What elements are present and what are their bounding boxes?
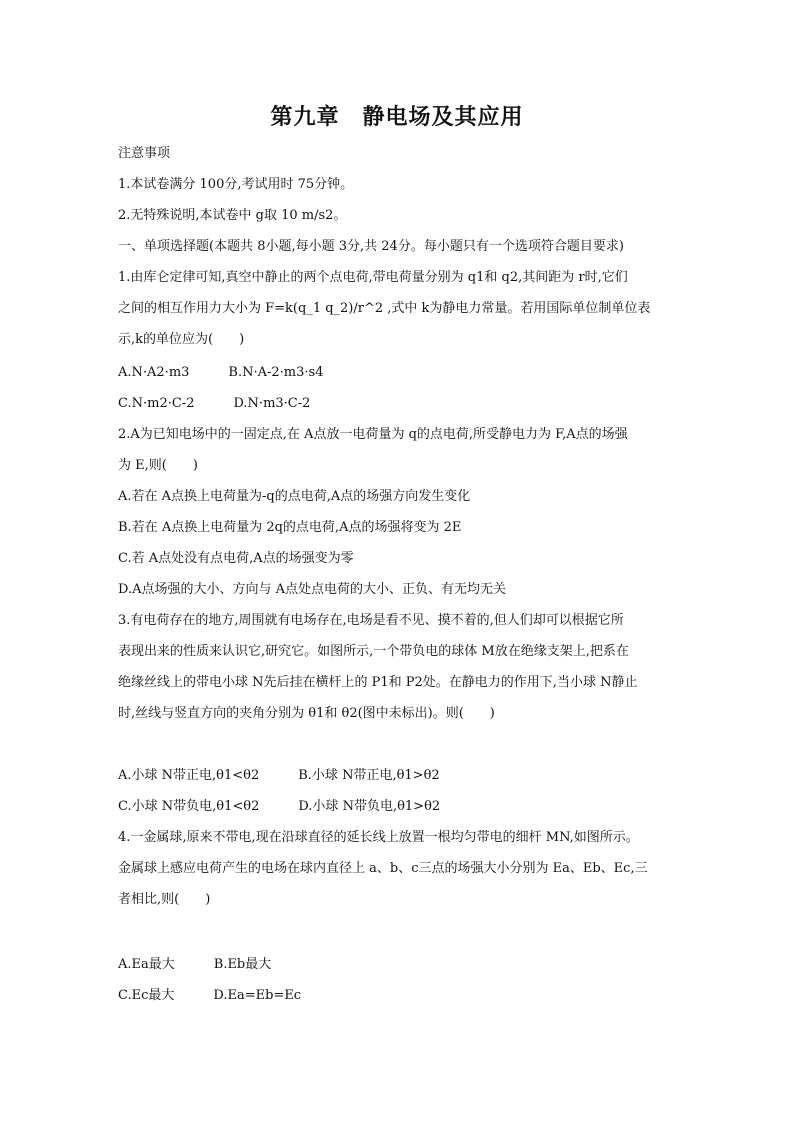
q4-stem-line-1: 4.一金属球,原来不带电,现在沿球直径的延长线上放置一根均匀带电的细杆 MN,如图所示。 bbox=[118, 830, 639, 845]
q2-stem-line-2: 为 E,则( ) bbox=[118, 458, 198, 473]
q4-options-row-2: C.Ec最大 D.Ea=Eb=Ec bbox=[118, 988, 302, 1003]
q2-option-b: B.若在 A点换上电荷量为 2q的点电荷,A点的场强将变为 2E bbox=[118, 520, 462, 535]
q2-option-a: A.若在 A点换上电荷量为-q的点电荷,A点的场强方向发生变化 bbox=[118, 489, 471, 504]
q1-stem-line-2: 之间的相互作用力大小为 F=k(q_1 q_2)/r^2 ,式中 k为静电力常量。若用国际单位制单位表 bbox=[118, 301, 651, 316]
q3-stem-line-2: 表现出来的性质来认识它,研究它。如图所示,一个带负电的球体 M放在绝缘支架上,把系在 bbox=[118, 644, 629, 659]
q4-stem-line-3: 者相比,则( ) bbox=[118, 892, 211, 907]
q2-option-d: D.A点场强的大小、方向与 A点处点电荷的大小、正负、有无均无关 bbox=[118, 582, 507, 597]
q4-options-row-1: A.Ea最大 B.Eb最大 bbox=[118, 957, 272, 972]
q2-option-c: C.若 A点处没有点电荷,A点的场强变为零 bbox=[118, 551, 354, 566]
section-heading: 一、单项选择题(本题共 8小题,每小题 3分,共 24分。每小题只有一个选项符合题目要求) bbox=[118, 239, 624, 254]
notice-item-1: 1.本试卷满分 100分,考试用时 75分钟。 bbox=[118, 177, 354, 192]
q4-stem-line-2: 金属球上感应电荷产生的电场在球内直径上 a、b、c三点的场强大小分别为 Ea、Eb、Ec,三 bbox=[118, 861, 648, 876]
q3-stem-line-4: 时,丝线与竖直方向的夹角分别为 θ1和 θ2(图中未标出)。则( ) bbox=[118, 706, 495, 721]
q2-stem-line-1: 2.A为已知电场中的一固定点,在 A点放一电荷量为 q的点电荷,所受静电力为 F,A点的场强 bbox=[118, 427, 628, 442]
q3-options-row-2: C.小球 N带负电,θ1<θ2 D.小球 N带负电,θ1>θ2 bbox=[118, 799, 441, 814]
q1-stem-line-1: 1.由库仑定律可知,真空中静止的两个点电荷,带电荷量分别为 q1和 q2,其间距为 r时,它们 bbox=[118, 270, 628, 285]
q1-options-row-1: A.N·A2·m3 B.N·A-2·m3·s4 bbox=[118, 365, 324, 380]
q3-stem-line-3: 绝缘丝线上的带电小球 N先后挂在横杆上的 P1和 P2处。在静电力的作用下,当小球 N静止 bbox=[118, 675, 638, 690]
notice-item-2: 2.无特殊说明,本试卷中 g取 10 m/s2。 bbox=[118, 208, 347, 223]
q3-options-row-1: A.小球 N带正电,θ1<θ2 B.小球 N带正电,θ1>θ2 bbox=[118, 768, 440, 783]
q3-stem-line-1: 3.有电荷存在的地方,周围就有电场存在,电场是看不见、摸不着的,但人们却可以根据它所 bbox=[118, 613, 624, 628]
notice-heading: 注意事项 bbox=[118, 146, 171, 161]
q1-stem-line-3: 示,k的单位应为( ) bbox=[118, 332, 245, 347]
chapter-title: 第九章 静电场及其应用 bbox=[270, 104, 524, 130]
q1-options-row-2: C.N·m2·C-2 D.N·m3·C-2 bbox=[118, 396, 311, 411]
